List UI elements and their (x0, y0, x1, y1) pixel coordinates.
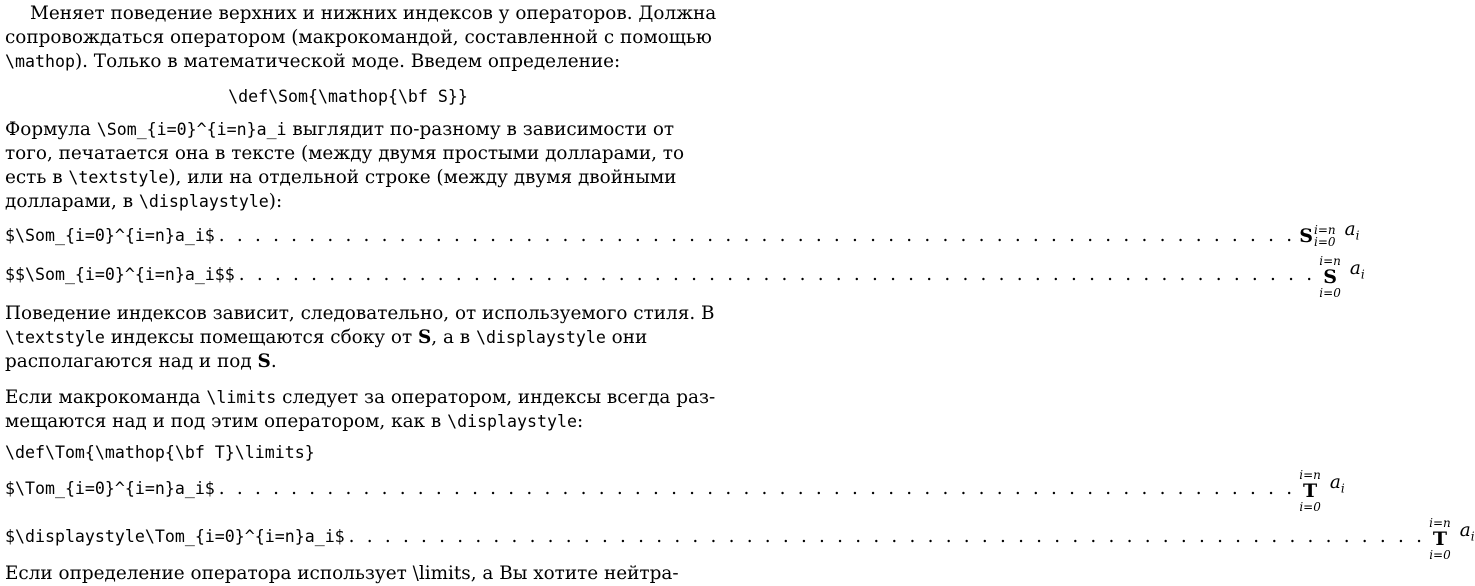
formula-term: a (1329, 472, 1341, 494)
formula-term: a (1349, 258, 1361, 280)
paragraph-text: Формула (5, 119, 97, 140)
paragraph-text: . (270, 351, 277, 372)
inline-code: \displaystyle (475, 328, 606, 347)
operator-symbol: S (1299, 225, 1313, 247)
inline-code: \limits (206, 388, 277, 407)
definition-code-som: \def\Som{\mathop{\bf S}} (228, 87, 468, 106)
paragraph-2-line-2: того, печатается она в тексте (между двумя простыми долларами, то (5, 143, 685, 164)
paragraph-3-line-3 (5, 350, 687, 374)
paragraph-text: Если макрокоманда (5, 387, 207, 408)
example-displaystyle-som (5, 250, 1365, 300)
operator-symbol: T (1303, 480, 1318, 502)
inline-code: \displaystyle (447, 412, 577, 431)
paragraph-text: индексы помещаются сбоку от (104, 327, 418, 348)
paragraph-1-line-3 (5, 50, 687, 74)
upper-limit: i=n (1429, 516, 1451, 530)
dot-leader: . . . . . . . . . . . . . . . . . . . . . . . . . . . . . . . . . . . . . . . . . . . . . . . . . . . . . . . . . . . . (218, 478, 1296, 499)
example-textstyle-tom (5, 464, 1345, 514)
inline-code: \displaystyle (138, 192, 269, 211)
example-code: $\Tom_{i=0}^{i=n}a_i$ (5, 479, 215, 498)
paragraph-text: ), или на отдельной строке (между двумя двойными (168, 167, 677, 188)
paragraph-text: следует за оператором, индексы всегда раз- (276, 387, 716, 408)
formula-term-subscript: i (1470, 530, 1475, 544)
upper-limit: i=n (1299, 468, 1321, 482)
dot-leader: . . . . . . . . . . . . . . . . . . . . . . . . . . . . . . . . . . . . . . . . . . . . . . . . . . . . . . . . . . . . (238, 264, 1316, 285)
example-displaystyle-tom (5, 514, 1475, 562)
rendered-formula (1429, 517, 1474, 562)
inline-code: \mathop (5, 52, 75, 71)
subscript-limit: i=0 (1314, 235, 1336, 249)
example-textstyle-som (5, 219, 1360, 249)
paragraph-2-line-3 (5, 166, 687, 190)
paragraph-text: ): (268, 191, 283, 212)
bold-letter: S (417, 327, 432, 348)
example-code: $\Som_{i=0}^{i=n}a_i$ (5, 226, 215, 245)
paragraph-text: ). Только в математической моде. Введем определение: (74, 51, 621, 72)
formula-term-subscript: i (1355, 229, 1360, 243)
formula-term: a (1459, 520, 1471, 542)
formula-term-subscript: i (1360, 268, 1365, 282)
lower-limit: i=0 (1299, 500, 1321, 514)
paragraph-text: : (576, 411, 584, 432)
paragraph-text: выглядит по-разному в зависимости от (286, 119, 675, 140)
paragraph-text: есть в (5, 167, 69, 188)
paragraph-2-line-4 (5, 190, 687, 214)
superscript-limit: i=n (1314, 223, 1336, 237)
inline-code: \textstyle (5, 328, 105, 347)
definition-code-tom: \def\Tom{\mathop{\bf T}\limits} (5, 443, 315, 462)
dot-leader: . . . . . . . . . . . . . . . . . . . . . . . . . . . . . . . . . . . . . . . . . . . . . . . . . . . . . . . . . . . . (348, 526, 1426, 547)
paragraph-text: располагаются над и под (5, 351, 258, 372)
rendered-formula (1319, 255, 1364, 300)
paragraph-2-line-1 (5, 118, 687, 142)
dot-leader: . . . . . . . . . . . . . . . . . . . . . . . . . . . . . . . . . . . . . . . . . . . . . . . . . . . . . . . . . . . . (218, 225, 1296, 246)
formula-term: a (1344, 219, 1356, 241)
example-code: $$\Som_{i=0}^{i=n}a_i$$ (5, 265, 235, 284)
operator-symbol: T (1432, 528, 1448, 550)
paragraph-3-line-1: Поведение индексов зависит, следовательно, от используемого стиля. В (5, 303, 715, 324)
paragraph-text: они (605, 327, 648, 348)
paragraph-4-line-2 (5, 410, 687, 434)
paragraph-5-cut-line (5, 562, 687, 584)
paragraph-1-line-2: сопровождаться оператором (макрокомандой, составленной с помощью (5, 27, 712, 48)
lower-limit: i=0 (1319, 286, 1341, 300)
paragraph-text: Если определение оператора использует \limits, а Вы хотите нейтра- (5, 563, 679, 584)
paragraph-text: мещаются над и под этим оператором, как в (5, 411, 448, 432)
paragraph-text: , а в (431, 327, 476, 348)
paragraph-4-line-1 (5, 386, 716, 410)
bold-letter: S (257, 351, 271, 372)
inline-code: \Som_{i=0}^{i=n}a_i (96, 120, 287, 139)
rendered-formula (1299, 218, 1359, 248)
paragraph-3-line-2 (5, 326, 687, 350)
lower-limit: i=0 (1429, 548, 1451, 562)
paragraph-text: долларами, в (5, 191, 139, 212)
operator-symbol: S (1323, 266, 1337, 288)
inline-code: \textstyle (68, 168, 169, 187)
rendered-formula (1299, 469, 1344, 514)
formula-term-subscript: i (1340, 482, 1345, 496)
paragraph-1-line-1: Меняет поведение верхних и нижних индексов у операторов. Должна (30, 3, 717, 24)
upper-limit: i=n (1319, 254, 1341, 268)
example-code: $\displaystyle\Tom_{i=0}^{i=n}a_i$ (5, 527, 345, 546)
